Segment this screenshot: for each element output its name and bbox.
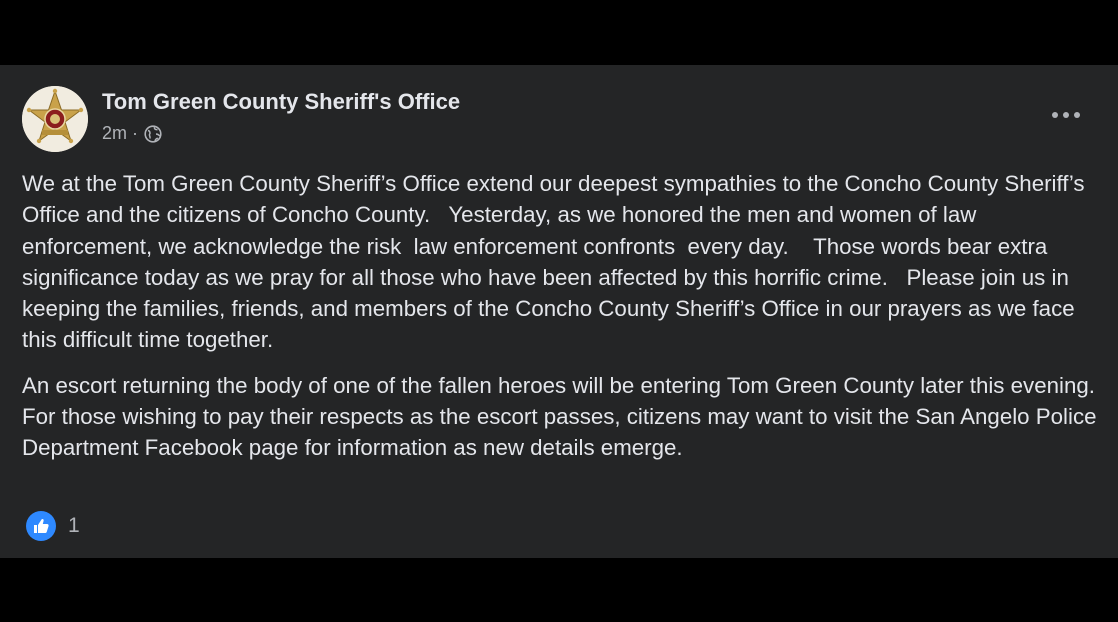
meta-separator: ·: [132, 123, 139, 143]
post-meta: [102, 123, 162, 144]
more-options-icon: [1051, 111, 1081, 119]
globe-icon[interactable]: [144, 125, 162, 143]
reactions-summary[interactable]: [26, 511, 80, 541]
post-body: [22, 168, 1114, 478]
post-card: [0, 65, 1118, 558]
sheriff-star-icon: [22, 86, 88, 152]
like-icon: [26, 511, 56, 541]
reaction-count: 1: [68, 514, 80, 537]
post-paragraph-2: An escort returning the body of one of the fallen heroes will be entering Tom Green County later this evening. For those wishing to pay their respects as the escort passes, citizens may want to visit the San Angelo Police Department Facebook page for information as new details emerge.: [22, 372, 1114, 461]
timestamp-link[interactable]: 2m: [102, 123, 128, 143]
post-paragraph-1: We at the Tom Green County Sheriff’s Office extend our deepest sympathies to the Concho County Sheriff’s Office and the citizens of Concho County. Yesterday, as we honored the men and women of law enforcement, we acknowledge the risk law enforcement confronts every day. Those words bear extra significance today as we pray for all those who have been affected by this horrific crime. Please join us in keeping the families, friends, and members of the Concho County Sheriff’s Office in our prayers as we face this difficult time together.: [22, 171, 1091, 353]
more-options-button[interactable]: [1046, 103, 1086, 127]
page-name-link[interactable]: Tom Green County Sheriff's Office: [102, 89, 461, 114]
page-avatar[interactable]: [22, 86, 88, 152]
